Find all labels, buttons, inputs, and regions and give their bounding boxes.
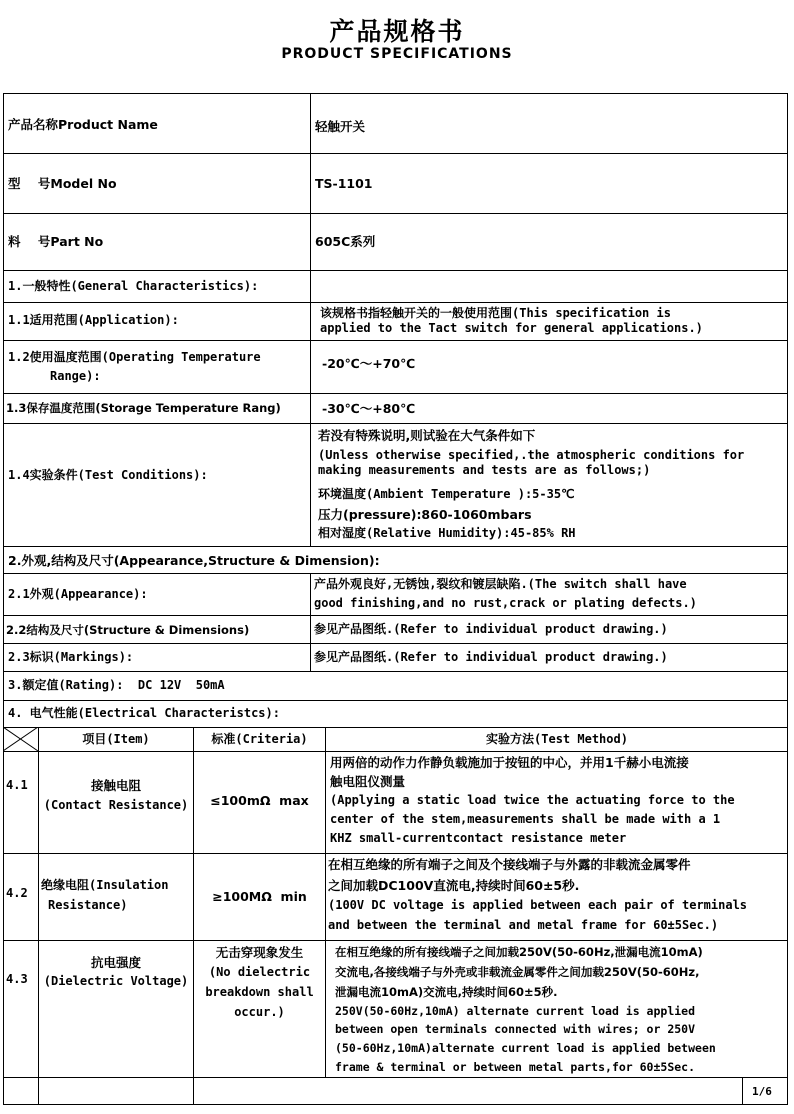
- row-divider: [3, 940, 788, 941]
- test-cond-line: 相对湿度(Relative Humidity):45-85% RH: [318, 526, 576, 540]
- method-line: (50-60Hz,10mA)alternate current load is applied between: [335, 1041, 716, 1055]
- model-value: TS-1101: [315, 176, 373, 191]
- row-divider: [3, 643, 788, 644]
- item-name: 绝缘电阻(Insulation: [41, 878, 169, 892]
- method-line: frame & terminal or between metal parts,for 60±5Sec.: [335, 1060, 696, 1074]
- method-line: 在相互绝缘的所有端子之间及个接线端子与外露的非载流金属零件: [328, 857, 691, 872]
- item-name-en: (Dielectric Voltage): [43, 974, 189, 988]
- part-label: 料 号Part No: [8, 234, 104, 249]
- row-divider: [3, 340, 788, 341]
- test-cond-line: 压力(pressure):860-1060mbars: [318, 507, 532, 522]
- method-line: 之间加载DC100V直流电,持续时间60±5秒.: [328, 878, 580, 893]
- col-header-criteria: 标准(Criteria): [211, 732, 308, 746]
- row-divider: [3, 727, 788, 728]
- col-header-method: 实验方法(Test Method): [486, 732, 628, 746]
- column-divider: [325, 727, 326, 1078]
- page-subtitle: PRODUCT SPECIFICATIONS: [281, 46, 513, 62]
- row-divider: [3, 213, 788, 214]
- row-number: 4.1: [6, 778, 28, 792]
- method-line: center of the stem,measurements shall be made with a 1: [330, 812, 721, 826]
- criteria-line: 无击穿现象发生: [215, 945, 304, 960]
- method-line: 泄漏电流10mA)交流电,持续时间60±5秒.: [335, 985, 558, 999]
- row-divider: [3, 423, 788, 424]
- appearance-heading: 2.外观,结构及尺寸(Appearance,Structure & Dimension):: [8, 553, 380, 568]
- column-divider: [310, 93, 311, 303]
- part-value: 605C系列: [315, 234, 376, 249]
- method-line: 交流电,各接线端子与外壳或非载流金属零件之间加载250V(50-60Hz,: [335, 965, 700, 979]
- item-name-en: (Contact Resistance): [43, 798, 189, 812]
- rating-text: 3.额定值(Rating): DC 12V 50mA: [8, 678, 225, 692]
- appearance-value-line-2: good finishing,and no rust,crack or plating defects.): [314, 596, 697, 610]
- criteria-line: breakdown shall: [205, 985, 314, 999]
- method-line: 用两倍的动作力作静负载施加于按钮的中心，并用1千赫小电流接: [330, 755, 689, 770]
- method-line: (Applying a static load twice the actuating force to the: [330, 793, 735, 807]
- method-line: and between the terminal and metal frame for 60±5Sec.): [328, 918, 719, 932]
- product-name-value: 轻触开关: [315, 119, 366, 134]
- row-divider: [3, 546, 788, 547]
- product-name-label: 产品名称Product Name: [8, 117, 158, 132]
- test-cond-line: 环境温度(Ambient Temperature ):5-35℃: [318, 487, 575, 501]
- col-header-item: 项目(Item): [82, 732, 150, 746]
- criteria-value: ≤100mΩ max: [210, 793, 309, 808]
- row-divider: [3, 1077, 788, 1078]
- row-number: 4.3: [6, 972, 28, 986]
- row-divider: [3, 270, 788, 271]
- method-line: 250V(50-60Hz,10mA) alternate current load is applied: [335, 1004, 696, 1018]
- electrical-heading: 4. 电气性能(Electrical Characteristcs):: [8, 706, 280, 720]
- header-cross-mark: [3, 727, 39, 752]
- row-divider: [3, 573, 788, 574]
- structure-value: 参见产品图纸.(Refer to individual product drawing.): [314, 622, 668, 636]
- column-divider: [193, 727, 194, 1105]
- test-cond-line: making measurements and tests are as follows;): [318, 463, 651, 477]
- criteria-line: occur.): [234, 1005, 285, 1019]
- row-divider: [3, 615, 788, 616]
- markings-label: 2.3标识(Markings):: [8, 650, 134, 664]
- op-temp-value: -20℃～+70℃: [322, 356, 416, 371]
- row-divider: [3, 853, 788, 854]
- test-conditions-label: 1.4实验条件(Test Conditions):: [8, 468, 208, 482]
- page-title: 产品规格书: [329, 17, 465, 46]
- application-value-line-2: applied to the Tact switch for general applications.): [320, 321, 703, 335]
- application-value-line-1: 该规格书指轻触开关的一般使用范围(This specification is: [320, 306, 671, 320]
- item-name-en: Resistance): [48, 898, 128, 912]
- storage-value: -30℃～+80℃: [322, 401, 416, 416]
- row-divider: [3, 302, 788, 303]
- structure-label: 2.2结构及尺寸(Structure & Dimensions): [6, 623, 250, 637]
- row-divider: [3, 671, 788, 672]
- item-name: 接触电阻: [90, 778, 141, 793]
- row-divider: [3, 751, 788, 752]
- appearance-value-line-1: 产品外观良好,无锈蚀,裂纹和镀层缺陷.(The switch shall have: [314, 577, 687, 591]
- method-line: KHZ small-currentcontact resistance meter: [330, 831, 627, 845]
- page-number: 1/6: [752, 1085, 772, 1098]
- test-cond-line: (Unless otherwise specified,.the atmospheric conditions for: [318, 448, 745, 462]
- row-divider: [3, 393, 788, 394]
- item-name: 抗电强度: [90, 955, 141, 970]
- criteria-line: (No dielectric: [208, 965, 311, 979]
- column-divider: [742, 1077, 743, 1105]
- row-number: 4.2: [6, 886, 28, 900]
- method-line: 触电阻仪测量: [330, 774, 406, 789]
- criteria-value: ≥100MΩ min: [212, 889, 307, 904]
- test-cond-line: 若没有特殊说明,则试验在大气条件如下: [318, 428, 536, 443]
- row-divider: [3, 153, 788, 154]
- storage-label: 1.3保存温度范围(Storage Temperature Rang): [6, 401, 281, 415]
- general-heading: 1.一般特性(General Characteristics):: [8, 279, 259, 293]
- op-temp-label-line-1: 1.2使用温度范围(Operating Temperature: [8, 350, 261, 364]
- markings-value: 参见产品图纸.(Refer to individual product drawing.): [314, 650, 668, 664]
- row-divider: [3, 700, 788, 701]
- column-divider: [310, 573, 311, 672]
- column-divider: [310, 302, 311, 547]
- method-line: 在相互绝缘的所有接线端子之间加载250V(50-60Hz,泄漏电流10mA): [335, 945, 703, 959]
- op-temp-label-line-2: Range):: [50, 369, 101, 383]
- method-line: (100V DC voltage is applied between each pair of terminals: [328, 898, 748, 912]
- appearance-label: 2.1外观(Appearance):: [8, 587, 148, 601]
- model-label: 型 号Model No: [8, 176, 117, 191]
- method-line: between open terminals connected with wires; or 250V: [335, 1022, 696, 1036]
- application-label: 1.1适用范围(Application):: [8, 313, 179, 327]
